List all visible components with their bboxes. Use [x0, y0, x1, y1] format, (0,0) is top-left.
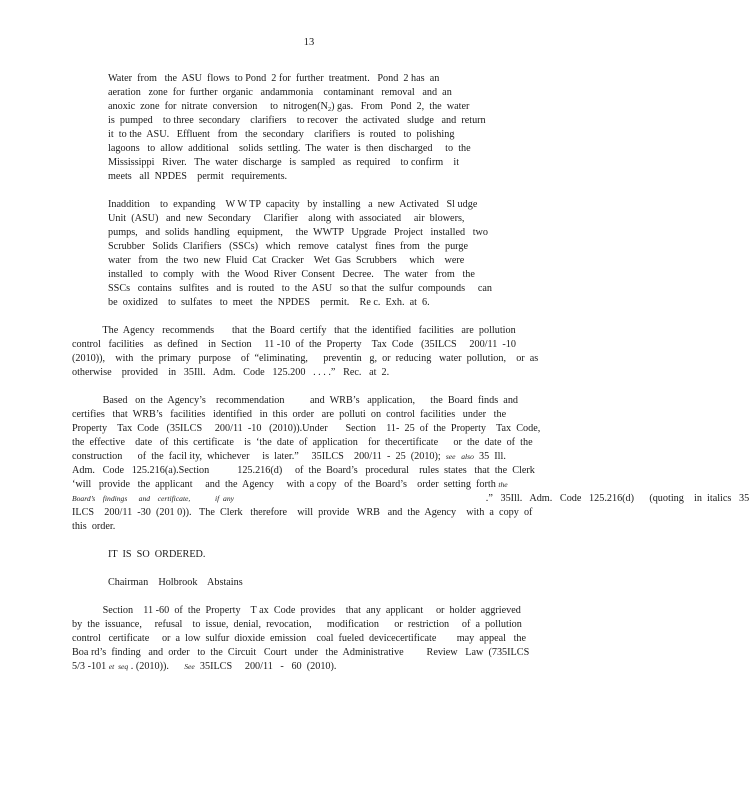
paragraph-line: Section 11 -60 of the Property T ax Code provides that any applicant or holder aggrieved: [72, 605, 521, 616]
paragraph-line: ILCS 200/11 -30 (201 0)). The Clerk therefore will provide WRB and the Agency with a copy of: [72, 507, 533, 518]
quote-line: Water from the ASU flows to Pond 2 for further treatment. Pond 2 has an: [108, 73, 440, 84]
paragraph-line: otherwise provided in 35Ill. Adm. Code 125.200 . . . .” Rec. at 2.: [72, 367, 390, 378]
paragraph-line: Board’s findings and certificate, if any .” 35Ill. Adm. Code 125.216(d) (quoting in italics 35: [72, 493, 749, 504]
page-number: 13: [303, 37, 315, 48]
paragraph-line: this order.: [72, 521, 116, 532]
ordered-text: IT IS SO ORDERED.: [108, 549, 206, 560]
quote-line: is pumped to three secondary clarifiers to recover the activated sludge and return: [108, 115, 486, 126]
quote-line: pumps, and solids handling equipment, the WWTP Upgrade Project installed two: [108, 227, 488, 238]
paragraph-line: 5/3 -101 et seq . (2010)). See 35ILCS 200/11 - 60 (2010).: [72, 661, 337, 672]
paragraph-line: Boa rd’s finding and order to the Circuit Court under the Administrative Review Law (735ILCS: [72, 647, 530, 658]
quote-line: lagoons to allow additional solids settling. The water is then discharged to the: [108, 143, 471, 154]
paragraph-line: (2010)), with the primary purpose of “eliminating, preventin g, or reducing water pollution, or as: [72, 353, 539, 364]
paragraph-line: the effective date of this certificate is ‘the date of application for thecertificate or the date of the: [72, 437, 533, 448]
quote-line: SSCs contains sulfites and is routed to the ASU so that the sulfur compounds can: [108, 283, 492, 294]
quote-line: Mississippi River. The water discharge is sampled as required to confirm it: [108, 157, 460, 168]
paragraph-line: control facilities as defined in Section 11 -10 of the Property Tax Code (35ILCS 200/11 -10: [72, 339, 516, 350]
paragraph-line: construction of the facil ity, whichever is later.” 35ILCS 200/11 - 25 (2010); see also 35 Ill.: [72, 451, 506, 462]
paragraph-line: Property Tax Code (35ILCS 200/11 -10 (2010)).Under Section 11- 25 of the Property Tax Code,: [72, 423, 541, 434]
paragraph-line: control certificate or a low sulfur dioxide emission coal fueled devicecertificate may appeal the: [72, 633, 527, 644]
quote-line: aeration zone for further organic andammonia contaminant removal and an: [108, 87, 452, 98]
quote-line: be oxidized to sulfates to meet the NPDES permit. Re c. Exh. at 6.: [108, 297, 430, 308]
quote-line: installed to comply with the Wood River Consent Decree. The water from the: [108, 269, 475, 280]
quote-line: water from the two new Fluid Cat Cracker Wet Gas Scrubbers which were: [108, 255, 465, 266]
paragraph-line: ‘will provide the applicant and the Agency with a copy of the Board’s order setting forth the: [72, 479, 508, 490]
paragraph-line: by the issuance, refusal to issue, denial, revocation, modification or restriction of a pollution: [72, 619, 522, 630]
quote-line: meets all NPDES permit requirements.: [108, 171, 288, 182]
chairman-abstains: Chairman Holbrook Abstains: [108, 577, 243, 588]
paragraph-line: The Agency recommends that the Board certify that the identified facilities are pollution: [72, 325, 516, 336]
quote-line: Scrubber Solids Clarifiers (SSCs) which remove catalyst fines from the purge: [108, 241, 468, 252]
quote-line: Inaddition to expanding W W TP capacity by installing a new Activated Sl udge: [108, 199, 478, 210]
quote-line: it to the ASU. Effluent from the secondary clarifiers is routed to polishing: [108, 129, 455, 140]
quote-line: anoxic zone for nitrate conversion to nitrogen(N2) gas. From Pond 2, the water: [108, 101, 470, 113]
paragraph-line: certifies that WRB’s facilities identified in this order are polluti on control facilities under the: [72, 409, 507, 420]
paragraph-line: Adm. Code 125.216(a).Section 125.216(d) of the Board’s procedural rules states that the Clerk: [72, 465, 535, 476]
paragraph-line: Based on the Agency’s recommendation and WRB’s application, the Board finds and: [72, 395, 519, 406]
quote-line: Unit (ASU) and new Secondary Clarifier along with associated air blowers,: [108, 213, 465, 224]
